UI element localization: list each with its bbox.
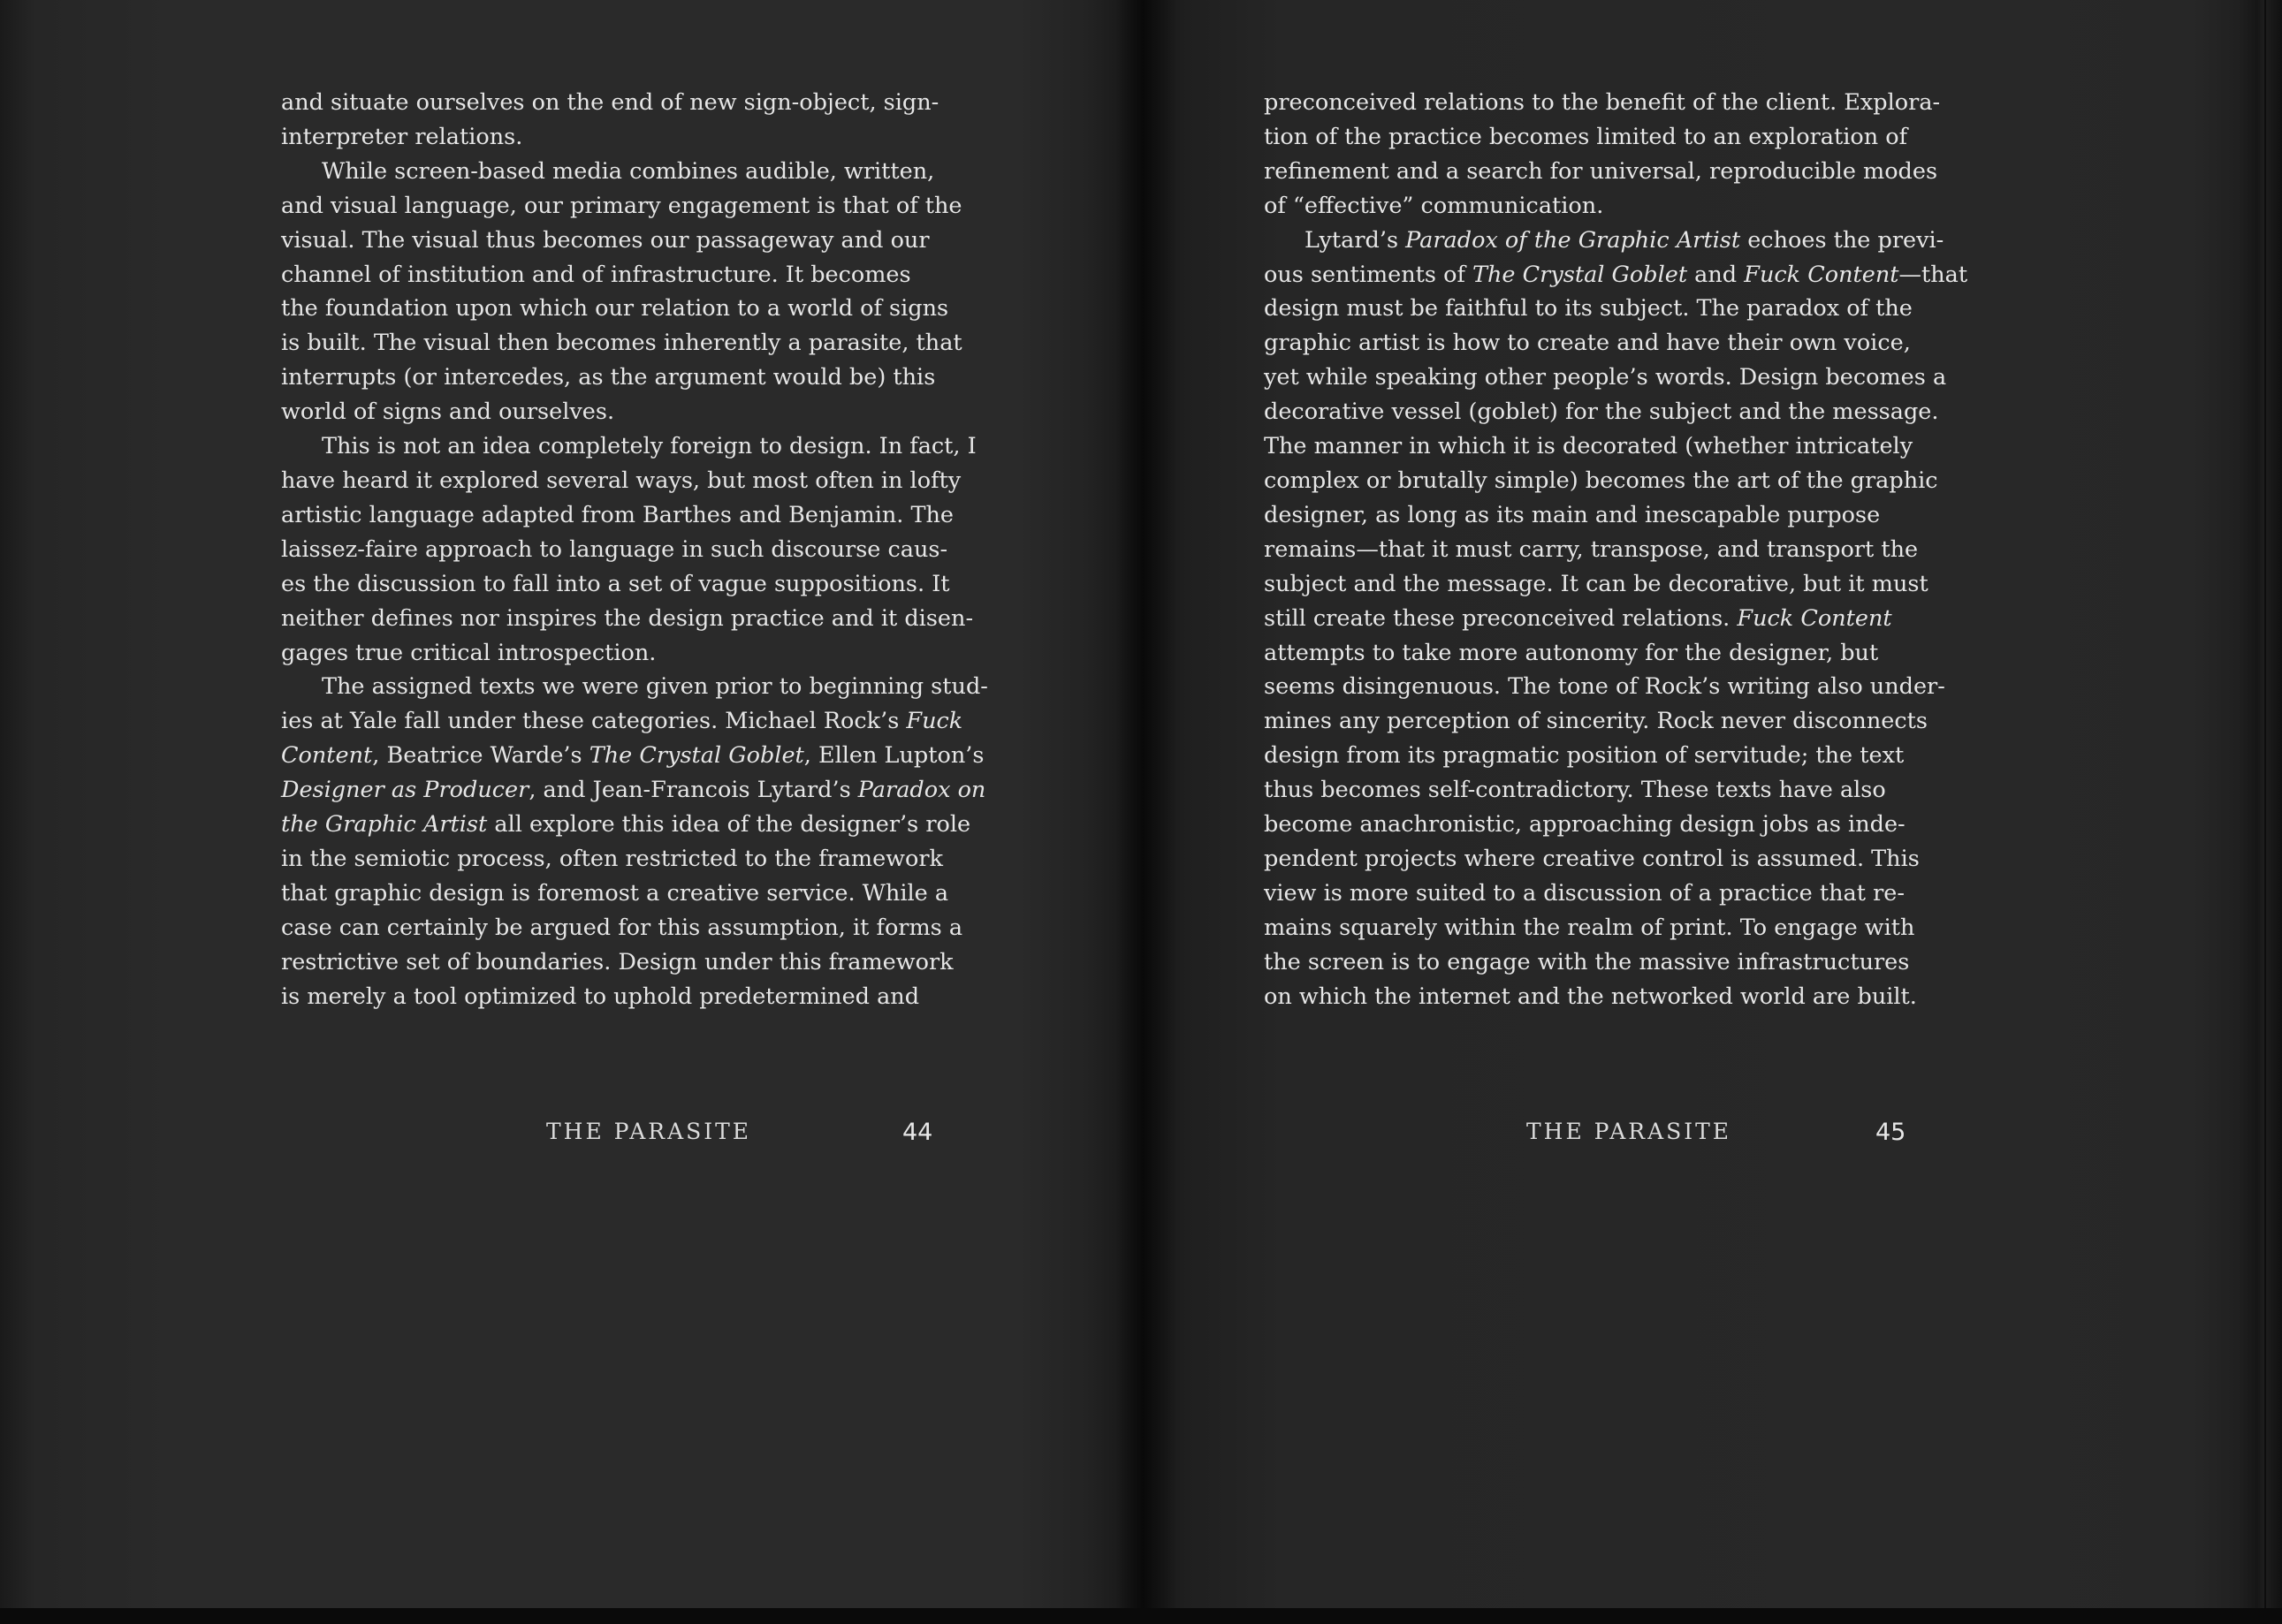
text-line bbox=[281, 602, 1015, 636]
text-line bbox=[1264, 842, 1997, 877]
text-line bbox=[281, 704, 1015, 739]
text-run: and bbox=[1687, 261, 1745, 288]
italic-title: The Crystal Goblet bbox=[589, 742, 804, 770]
text-run: mines any perception of sincerity. Rock never disconnects bbox=[1264, 708, 1928, 735]
text-line bbox=[1264, 670, 1997, 704]
text-run: seems disingenuous. The tone of Rock’s writing also under- bbox=[1264, 673, 1945, 701]
left-page-body bbox=[281, 86, 1015, 1013]
text-line bbox=[1264, 258, 1997, 292]
italic-title: Content bbox=[281, 742, 373, 770]
text-run: artistic language adapted from Barthes and Benjamin. The bbox=[281, 501, 955, 528]
left-running-head: THE PARASITE bbox=[546, 1119, 752, 1144]
text-line bbox=[281, 877, 1015, 911]
text-run: thus becomes self-contradictory. These texts have also bbox=[1264, 777, 1886, 804]
text-line bbox=[1264, 911, 1997, 945]
page-bottom-edge bbox=[0, 1608, 2282, 1624]
text-line bbox=[281, 533, 1015, 567]
right-page-body bbox=[1264, 86, 1997, 1013]
text-run: complex or brutally simple) becomes the art of the graphic bbox=[1264, 467, 1938, 494]
text-line bbox=[281, 189, 1015, 224]
text-run: echoes the previ- bbox=[1740, 226, 1944, 254]
text-line bbox=[281, 670, 1015, 704]
text-line bbox=[281, 773, 1015, 808]
text-run: attempts to take more autonomy for the designer, but bbox=[1264, 639, 1879, 666]
text-line bbox=[281, 842, 1015, 877]
text-line bbox=[281, 980, 1015, 1014]
text-line bbox=[281, 429, 1015, 464]
text-line bbox=[281, 498, 1015, 533]
italic-title: Fuck bbox=[906, 708, 963, 735]
text-run: the screen is to engage with the massive infrastructures bbox=[1264, 948, 1910, 975]
text-run: case can certainly be argued for this assumption, it forms a bbox=[281, 914, 963, 941]
text-line bbox=[1264, 533, 1997, 567]
text-run: neither defines nor inspires the design practice and it disen- bbox=[281, 604, 974, 632]
text-run: of “effective” communication. bbox=[1264, 192, 1604, 219]
text-line bbox=[281, 292, 1015, 326]
text-run: on which the internet and the networked world are built. bbox=[1264, 983, 1917, 1010]
text-run: is built. The visual then becomes inherently a parasite, that bbox=[281, 330, 962, 357]
text-run: , Ellen Lupton’s bbox=[803, 742, 985, 770]
italic-title: Fuck Content bbox=[1744, 261, 1899, 288]
text-line bbox=[1264, 292, 1997, 326]
text-line bbox=[281, 464, 1015, 498]
text-line bbox=[1264, 980, 1997, 1014]
text-line bbox=[281, 808, 1015, 842]
text-line bbox=[281, 395, 1015, 429]
text-line bbox=[1264, 429, 1997, 464]
text-run: all explore this idea of the designer’s role bbox=[487, 811, 971, 839]
text-line bbox=[1264, 189, 1997, 224]
text-run: world of signs and ourselves. bbox=[281, 398, 615, 426]
text-run: subject and the message. It can be decorative, but it must bbox=[1264, 570, 1928, 597]
text-run: , and Jean-Francois Lytard’s bbox=[529, 777, 858, 804]
text-run: interrupts (or intercedes, as the argument would be) this bbox=[281, 364, 936, 391]
text-run: preconceived relations to the benefit of the client. Explora- bbox=[1264, 89, 1941, 116]
text-run: remains—that it must carry, transpose, and transport the bbox=[1264, 535, 1919, 563]
text-line bbox=[281, 360, 1015, 395]
text-line bbox=[1264, 704, 1997, 739]
text-line bbox=[1264, 877, 1997, 911]
text-line bbox=[281, 120, 1015, 155]
text-run: the foundation upon which our relation to a world of signs bbox=[281, 295, 949, 323]
text-run: designer, as long as its main and inescapable purpose bbox=[1264, 501, 1881, 528]
right-page-number: 45 bbox=[1875, 1119, 1906, 1146]
text-run: visual. The visual thus becomes our passageway and our bbox=[281, 226, 930, 254]
text-run: design from its pragmatic position of servitude; the text bbox=[1264, 742, 1905, 770]
text-line bbox=[1264, 464, 1997, 498]
text-run: ous sentiments of bbox=[1264, 261, 1472, 288]
text-run: es the discussion to fall into a set of vague suppositions. It bbox=[281, 570, 950, 597]
text-run: interpreter relations. bbox=[281, 123, 523, 150]
italic-title: The Crystal Goblet bbox=[1472, 261, 1688, 288]
italic-title: Paradox of the Graphic Artist bbox=[1405, 226, 1741, 254]
right-page bbox=[1142, 0, 2282, 1608]
right-running-head: THE PARASITE bbox=[1526, 1119, 1732, 1144]
text-run: —that bbox=[1898, 261, 1968, 288]
text-run: graphic artist is how to create and have their own voice, bbox=[1264, 330, 1911, 357]
text-run: view is more suited to a discussion of a practice that re- bbox=[1264, 879, 1905, 907]
text-line bbox=[1264, 945, 1997, 980]
text-run: that graphic design is foremost a creative service. While a bbox=[281, 879, 949, 907]
italic-title: Fuck Content bbox=[1737, 604, 1892, 632]
text-run: and visual language, our primary engagement is that of the bbox=[281, 192, 962, 219]
text-line bbox=[1264, 360, 1997, 395]
text-run: yet while speaking other people’s words. Design becomes a bbox=[1264, 364, 1947, 391]
text-line bbox=[1264, 636, 1997, 671]
text-line bbox=[1264, 224, 1997, 258]
text-line bbox=[1264, 602, 1997, 636]
text-line bbox=[281, 567, 1015, 602]
text-line bbox=[281, 739, 1015, 773]
text-run: still create these preconceived relations. bbox=[1264, 604, 1738, 632]
italic-title: the Graphic Artist bbox=[281, 811, 488, 839]
left-page-number: 44 bbox=[902, 1119, 933, 1146]
text-run: The assigned texts we were given prior to beginning stud- bbox=[322, 673, 988, 701]
text-run: While screen-based media combines audible, written, bbox=[322, 157, 935, 185]
text-line bbox=[281, 258, 1015, 292]
text-run: tion of the practice becomes limited to an exploration of bbox=[1264, 123, 1908, 150]
text-run: The manner in which it is decorated (whether intricately bbox=[1264, 433, 1913, 460]
text-run: pendent projects where creative control is assumed. This bbox=[1264, 845, 1920, 872]
text-line bbox=[1264, 120, 1997, 155]
italic-title: Designer as Producer bbox=[281, 777, 529, 804]
text-run: ies at Yale fall under these categories. Michael Rock’s bbox=[281, 708, 907, 735]
italic-title: Paradox on bbox=[857, 777, 986, 804]
text-line bbox=[281, 911, 1015, 945]
text-line bbox=[281, 636, 1015, 671]
text-run: mains squarely within the realm of print. To engage with bbox=[1264, 914, 1915, 941]
text-run: Lytard’s bbox=[1305, 226, 1406, 254]
text-line bbox=[281, 86, 1015, 120]
text-line bbox=[281, 224, 1015, 258]
text-line bbox=[281, 155, 1015, 189]
text-line bbox=[1264, 567, 1997, 602]
text-line bbox=[281, 945, 1015, 980]
text-run: is merely a tool optimized to uphold predetermined and bbox=[281, 983, 920, 1010]
text-line bbox=[1264, 808, 1997, 842]
text-line bbox=[1264, 773, 1997, 808]
text-line bbox=[1264, 395, 1997, 429]
text-line bbox=[1264, 155, 1997, 189]
text-run: have heard it explored several ways, but most often in lofty bbox=[281, 467, 962, 494]
text-run: restrictive set of boundaries. Design under this framework bbox=[281, 948, 954, 975]
text-run: and situate ourselves on the end of new sign-object, sign- bbox=[281, 89, 939, 116]
text-line bbox=[281, 326, 1015, 360]
text-line bbox=[1264, 326, 1997, 360]
text-run: in the semiotic process, often restricted to the framework bbox=[281, 845, 943, 872]
text-run: decorative vessel (goblet) for the subject and the message. bbox=[1264, 398, 1939, 426]
text-run: design must be faithful to its subject. The paradox of the bbox=[1264, 295, 1913, 323]
text-run: This is not an idea completely foreign to design. In fact, I bbox=[322, 433, 977, 460]
text-run: gages true critical introspection. bbox=[281, 639, 657, 666]
text-run: laissez-faire approach to language in such discourse caus- bbox=[281, 535, 948, 563]
text-run: channel of institution and of infrastructure. It becomes bbox=[281, 261, 911, 288]
text-run: , Beatrice Warde’s bbox=[372, 742, 590, 770]
text-line bbox=[1264, 739, 1997, 773]
text-run: refinement and a search for universal, reproducible modes bbox=[1264, 157, 1938, 185]
text-line bbox=[1264, 498, 1997, 533]
text-line bbox=[1264, 86, 1997, 120]
left-page bbox=[0, 0, 1142, 1608]
text-run: become anachronistic, approaching design jobs as inde- bbox=[1264, 811, 1905, 839]
